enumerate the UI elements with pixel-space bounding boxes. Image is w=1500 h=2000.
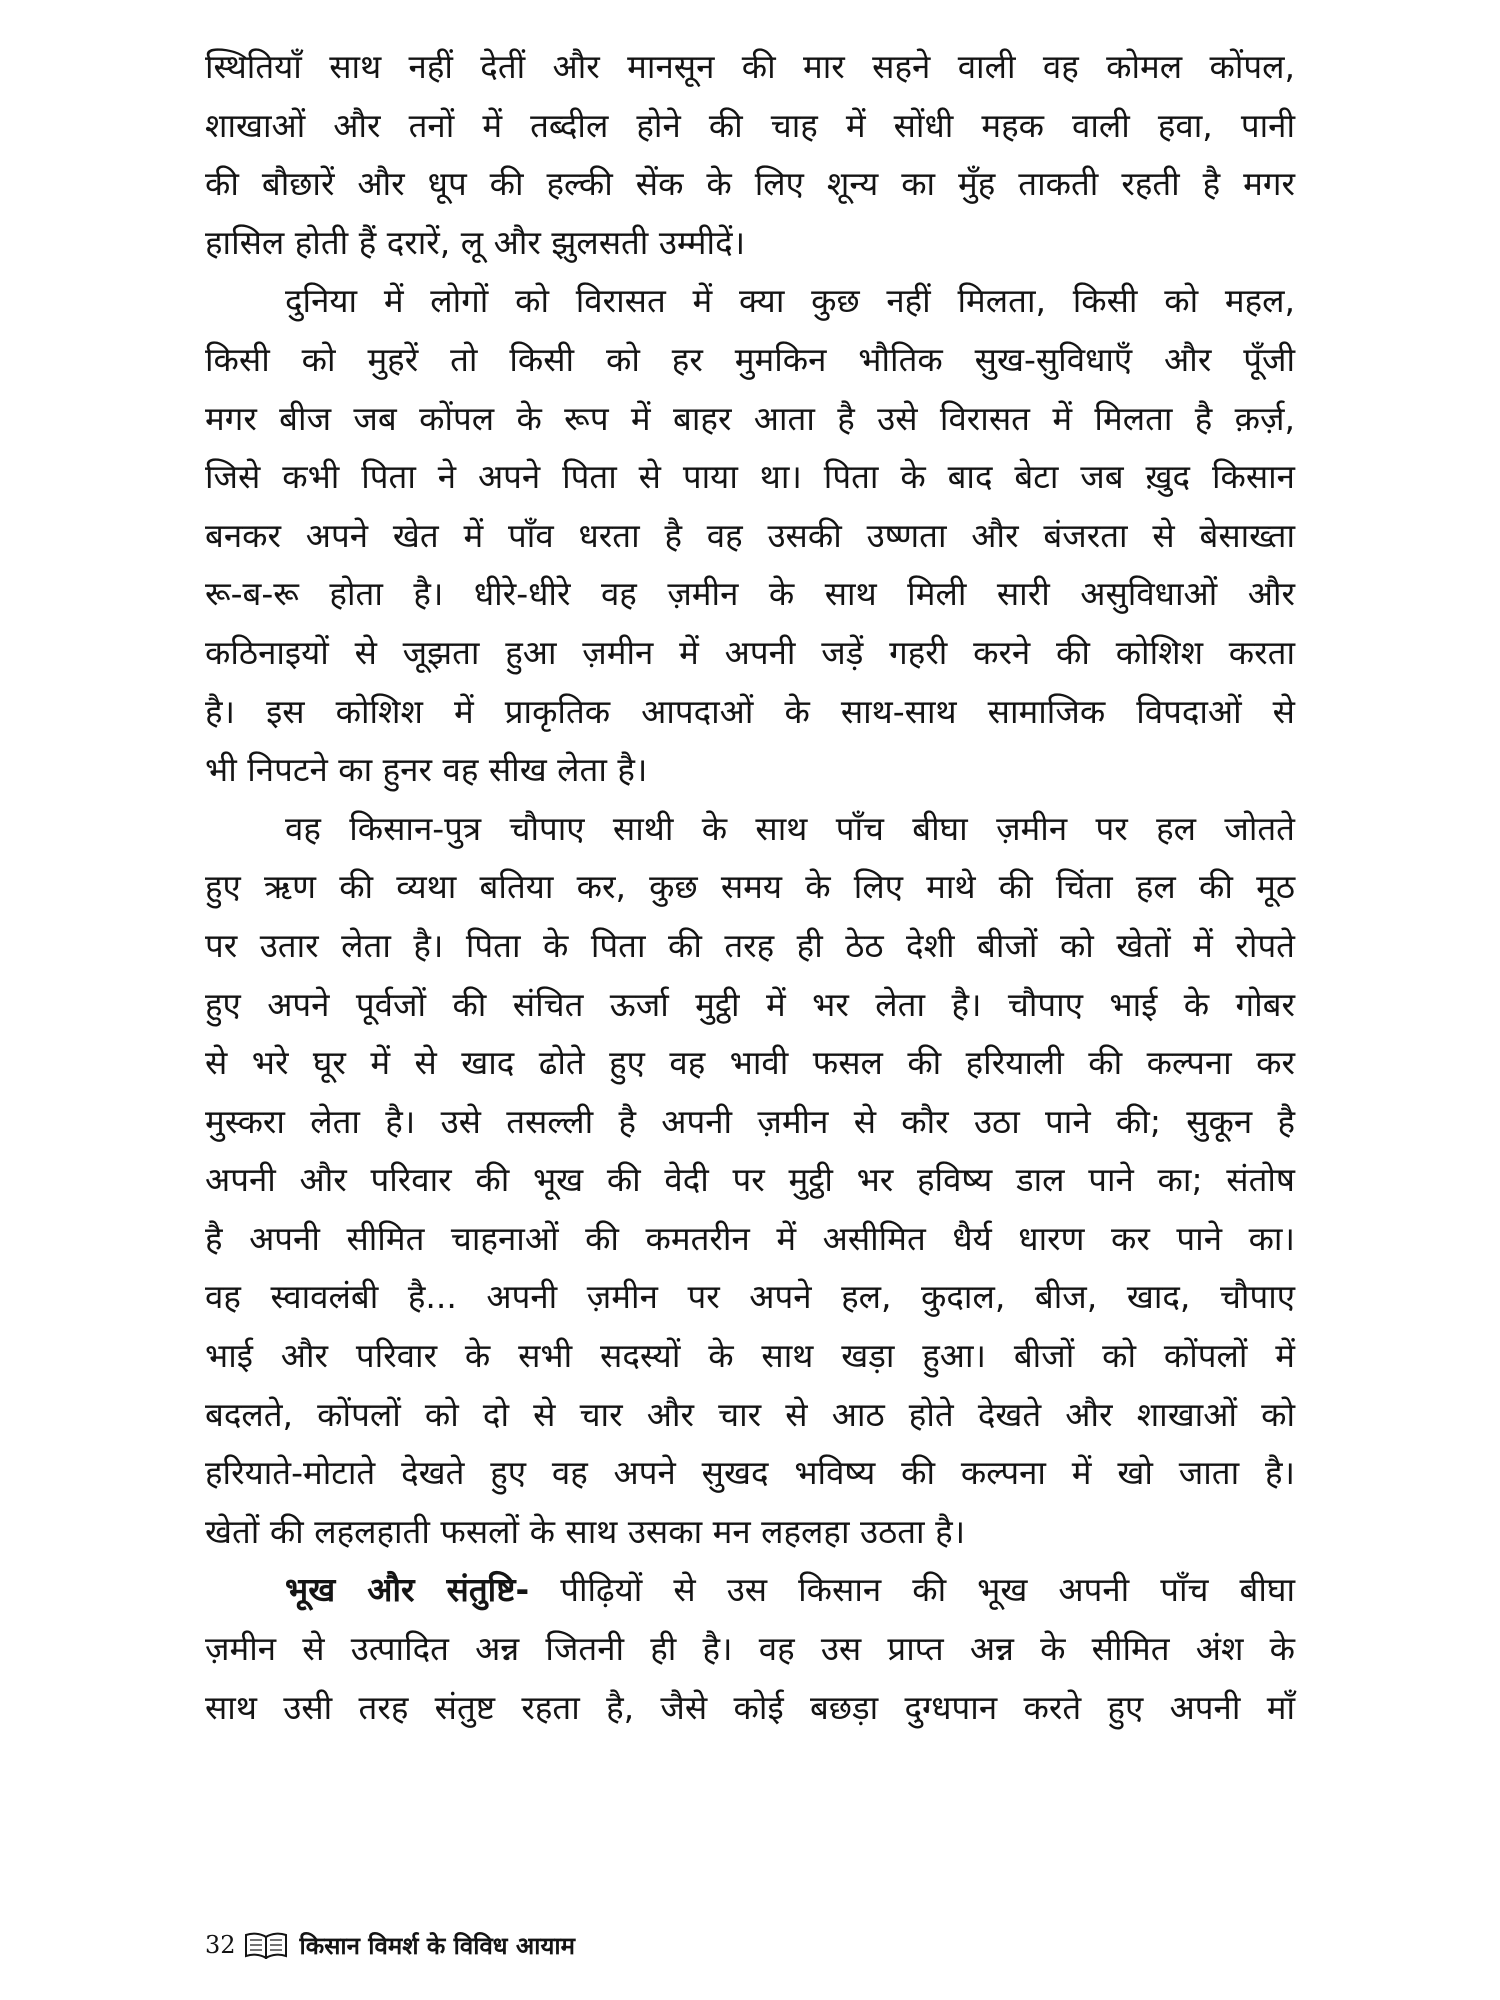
page-body: [205, 38, 1295, 1737]
page-number: 32: [205, 1931, 236, 1959]
text-line: खेतों की लहलहाती फसलों के साथ उसका मन लहलहा उठता है।: [205, 1511, 966, 1551]
page-footer: [205, 1925, 575, 1965]
text-line: वह स्वावलंबी है... अपनी ज़मीन पर अपने हल, कुदाल, बीज, खाद, चौपाए: [205, 1277, 1295, 1317]
text-line: अपनी और परिवार की भूख की वेदी पर मुट्ठी भर हविष्य डाल पाने का; संतोष: [205, 1160, 1295, 1200]
text-line: हरियाते-मोटाते देखते हुए वह अपने सुखद भविष्य की कल्पना में खो जाता है।: [205, 1453, 1295, 1493]
text-line: किसी को मुहरें तो किसी को हर मुमकिन भौतिक सुख-सुविधाएँ और पूँजी: [205, 339, 1295, 379]
open-book-icon: [244, 1931, 288, 1959]
book-title: किसान विमर्श के विविध आयाम: [299, 1931, 575, 1960]
text-line: है। इस कोशिश में प्राकृतिक आपदाओं के साथ-साथ सामाजिक विपदाओं से: [205, 691, 1295, 731]
text-line: हुए ऋण की व्यथा बतिया कर, कुछ समय के लिए माथे की चिंता हल की मूठ: [205, 867, 1295, 907]
text-line: की बौछारें और धूप की हल्की सेंक के लिए शून्य का मुँह ताकती रहती है मगर: [205, 164, 1295, 204]
text-line: स्थितियाँ साथ नहीं देतीं और मानसून की मार सहने वाली वह कोमल कोंपल,: [205, 47, 1295, 86]
text-line: भाई और परिवार के सभी सदस्यों के साथ खड़ा हुआ। बीजों को कोंपलों में: [205, 1336, 1295, 1376]
text-line: जिसे कभी पिता ने अपने पिता से पाया था। पिता के बाद बेटा जब ख़ुद किसान: [205, 457, 1295, 497]
text-line: शाखाओं और तनों में तब्दील होने की चाह में सोंधी महक वाली हवा, पानी: [205, 105, 1295, 145]
text-line: से भरे घूर में से खाद ढोते हुए वह भावी फसल की हरियाली की कल्पना कर: [205, 1043, 1295, 1083]
text-line: रू-ब-रू होता है। धीरे-धीरे वह ज़मीन के साथ मिली सारी असुविधाओं और: [205, 574, 1295, 614]
section-heading-line: [205, 1561, 1295, 1620]
section-heading: भूख और संतुष्टि-: [285, 1570, 530, 1610]
text-line: कठिनाइयों से जूझता हुआ ज़मीन में अपनी जड़ें गहरी करने की कोशिश करता: [205, 632, 1295, 672]
text-line: बनकर अपने खेत में पाँव धरता है वह उसकी उष्णता और बंजरता से बेसाख्ता: [205, 515, 1295, 555]
paragraph-start-line: वह किसान-पुत्र चौपाए साथी के साथ पाँच बीघा ज़मीन पर हल जोतते: [285, 808, 1295, 848]
text-line: है अपनी सीमित चाहनाओं की कमतरीन में असीमित धैर्य धारण कर पाने का।: [205, 1218, 1295, 1258]
text-line: पर उतार लेता है। पिता के पिता की तरह ही ठेठ देशी बीजों को खेतों में रोपते: [205, 925, 1295, 965]
paragraph-start-line: दुनिया में लोगों को विरासत में क्या कुछ नहीं मिलता, किसी को महल,: [285, 281, 1295, 321]
text-line: हासिल होती हैं दरारें, लू और झुलसती उम्मीदें।: [205, 222, 746, 262]
text-line: ज़मीन से उत्पादित अन्न जितनी ही है। वह उस प्राप्त अन्न के सीमित अंश के: [205, 1629, 1295, 1669]
text-line: बदलते, कोंपलों को दो से चार और चार से आठ होते देखते और शाखाओं को: [205, 1394, 1295, 1434]
text-line: मुस्करा लेता है। उसे तसल्ली है अपनी ज़मीन से कौर उठा पाने की; सुकून है: [205, 1101, 1295, 1141]
section-heading-text: पीढ़ियों से उस किसान की भूख अपनी पाँच बीघा: [529, 1570, 1295, 1610]
text-line: हुए अपने पूर्वजों की संचित ऊर्जा मुट्ठी में भर लेता है। चौपाए भाई के गोबर: [205, 984, 1295, 1024]
text-line: भी निपटने का हुनर वह सीख लेता है।: [205, 750, 648, 790]
text-line: मगर बीज जब कोंपल के रूप में बाहर आता है उसे विरासत में मिलता है क़र्ज़,: [205, 398, 1295, 438]
text-line: साथ उसी तरह संतुष्ट रहता है, जैसे कोई बछड़ा दुग्धपान करते हुए अपनी माँ: [205, 1687, 1295, 1727]
